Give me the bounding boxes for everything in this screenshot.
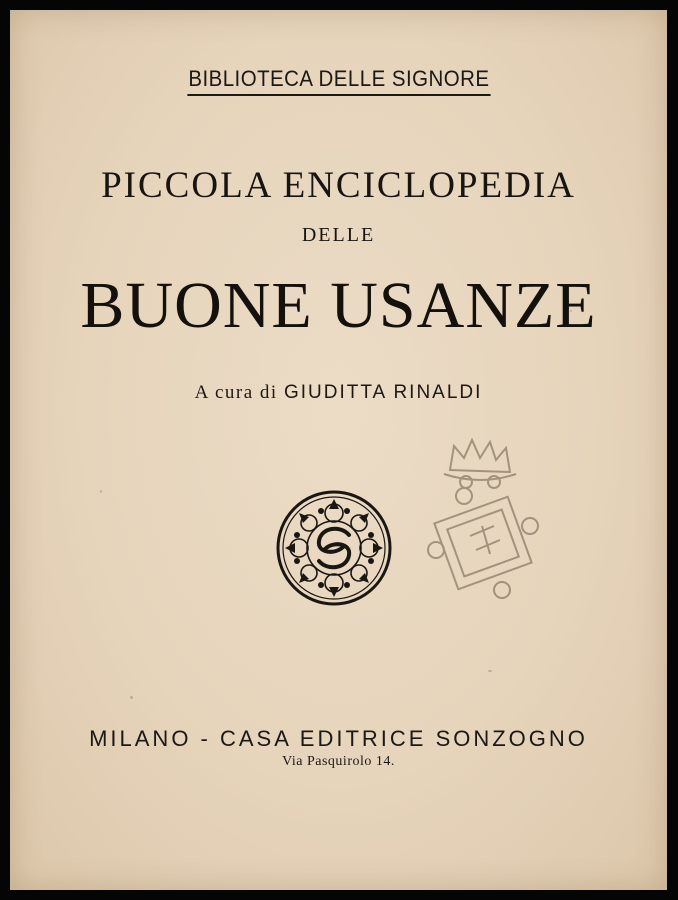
paper-speck: [488, 670, 492, 672]
paper-speck: [570, 310, 572, 312]
curator-line: [10, 382, 667, 404]
curator-name: GIUDITTA RINALDI: [283, 382, 483, 403]
publisher-emblem-icon: [275, 489, 393, 607]
book-title-line-2: DELLE: [301, 224, 376, 246]
series-title: BIBLIOTECA DELLE SIGNORE: [187, 66, 490, 96]
paper-speck: [130, 696, 133, 699]
title-page: [10, 10, 667, 890]
library-stamp-icon: [414, 430, 550, 610]
paper-speck: [100, 490, 102, 493]
publisher-line: MILANO - CASA EDITRICE SONZOGNO: [89, 726, 588, 751]
publisher-address: Via Pasquirolo 14.: [282, 754, 395, 769]
book-title-main: BUONE USANZE: [80, 269, 597, 342]
curator-prefix: A cura di: [194, 382, 278, 403]
book-title-line-1: PICCOLA ENCICLOPEDIA: [101, 165, 576, 206]
series-heading: [10, 66, 667, 96]
